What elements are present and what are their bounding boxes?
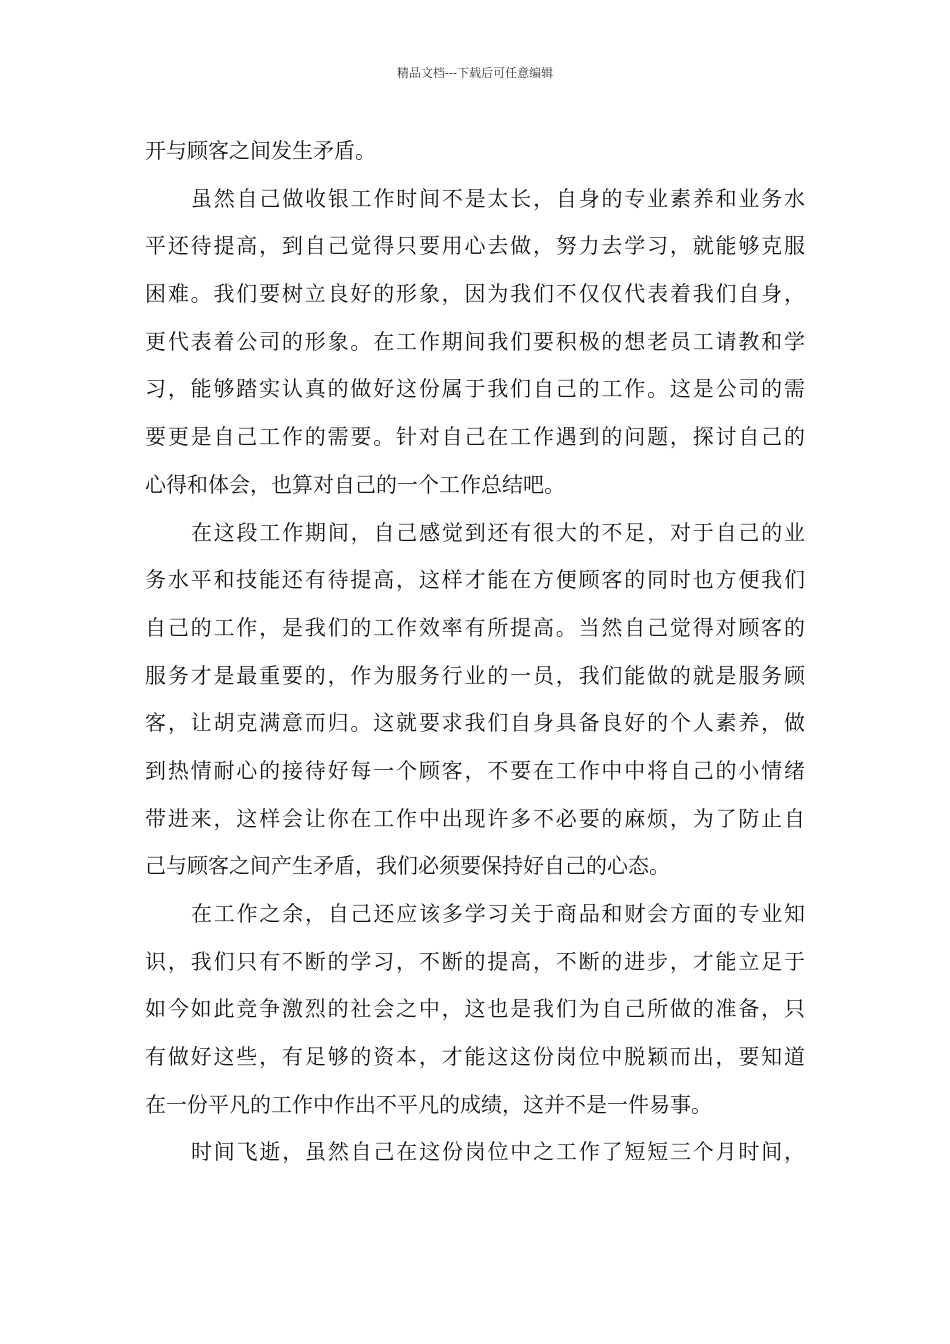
text-line: 如今如此竞争激烈的社会之中，这也是我们为自己所做的准备，只 <box>145 997 805 1022</box>
text-line: 服务才是最重要的，作为服务行业的一员，我们能做的就是服务顾 <box>145 663 805 688</box>
text-line: 平还待提高，到自己觉得只要用心去做，努力去学习，就能够克服 <box>145 234 805 259</box>
text-line: 客，让胡克满意而归。这就要求我们自身具备良好的个人素养，做 <box>145 711 805 736</box>
text-line: 自己的工作，是我们的工作效率有所提高。当然自己觉得对顾客的 <box>145 615 805 640</box>
text-line: 到热情耐心的接待好每一个顾客，不要在工作中中将自己的小情绪 <box>145 758 805 783</box>
text-line: 带进来，这样会让你在工作中出现许多不必要的麻烦，为了防止自 <box>145 806 805 831</box>
document-body <box>145 128 805 1177</box>
text-line: 虽然自己做收银工作时间不是太长，自身的专业素养和业务水 <box>191 186 805 211</box>
text-line: 己与顾客之间产生矛盾，我们必须要保持好自己的心态。 <box>145 854 670 879</box>
text-line: 开与顾客之间发生矛盾。 <box>145 139 376 163</box>
text-line: 时间飞逝，虽然自己在这份岗位中之工作了短短三个月时间， <box>191 1140 805 1165</box>
text-line: 更代表着公司的形象。在工作期间我们要积极的想老员工请教和学 <box>145 329 805 354</box>
page-header: 精品文档---下载后可任意编辑 <box>396 66 554 80</box>
text-line: 习，能够踏实认真的做好这份属于我们自己的工作。这是公司的需 <box>145 377 805 402</box>
text-line: 有做好这些，有足够的资本，才能这这份岗位中脱颖而出，要知道 <box>145 1045 805 1070</box>
text-line: 识，我们只有不断的学习，不断的提高，不断的进步，才能立足于 <box>145 949 805 974</box>
text-line: 在这段工作期间，自己感觉到还有很大的不足，对于自己的业 <box>191 520 805 545</box>
text-line: 要更是自己工作的需要。针对自己在工作遇到的问题，探讨自己的 <box>145 425 805 450</box>
text-line: 在一份平凡的工作中作出不平凡的成绩，这并不是一件易事。 <box>145 1092 712 1117</box>
text-line: 务水平和技能还有待提高，这样才能在方便顾客的同时也方便我们 <box>145 568 805 593</box>
text-line: 心得和体会，也算对自己的一个工作总结吧。 <box>145 472 565 497</box>
text-line: 在工作之余，自己还应该多学习关于商品和财会方面的专业知 <box>191 902 805 926</box>
text-line: 困难。我们要树立良好的形象，因为我们不仅仅代表着我们自身， <box>145 282 805 307</box>
